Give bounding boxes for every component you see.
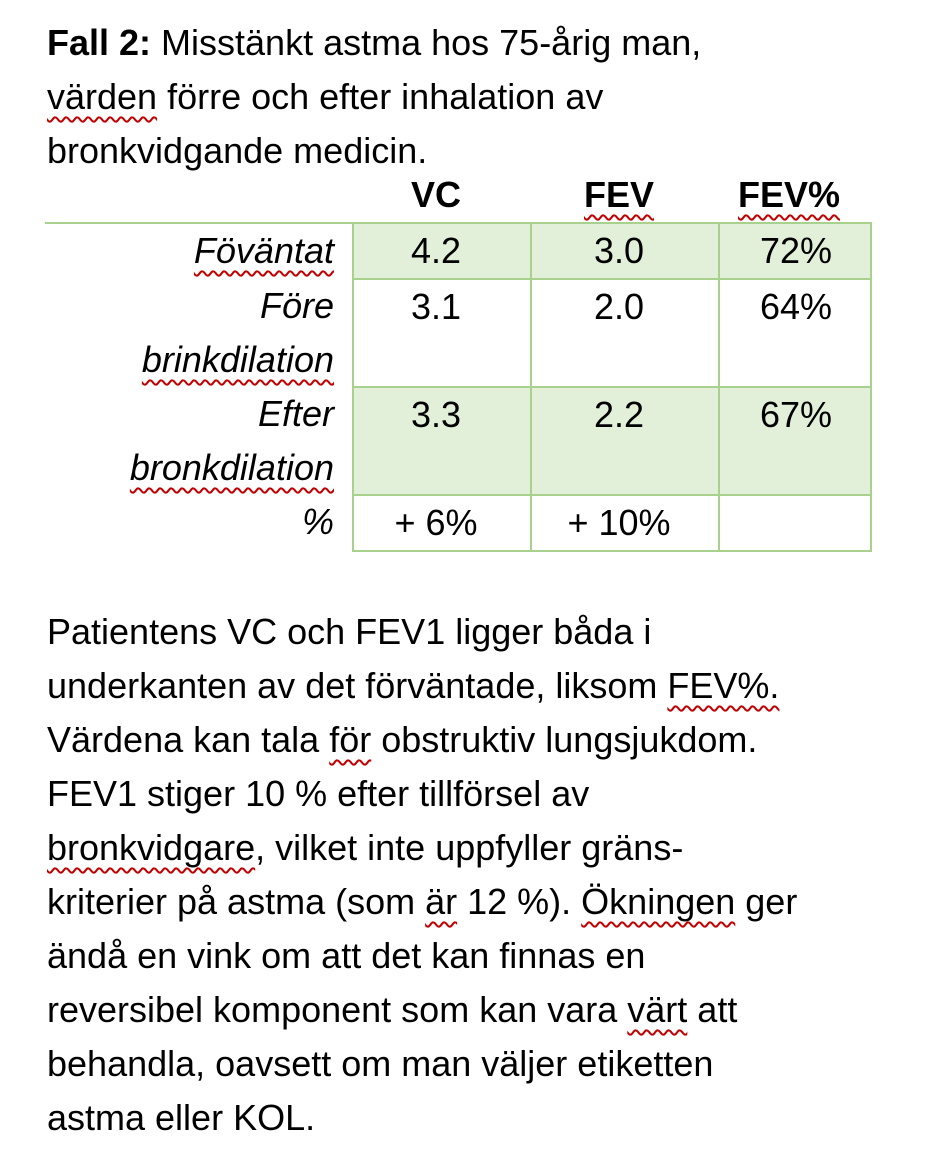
spellcheck-word: värt [627, 989, 688, 1030]
table-corner [45, 168, 353, 223]
table-row-expected [45, 223, 871, 279]
table-cell: 3.1 [353, 279, 531, 387]
table-cell: + 10% [531, 495, 719, 551]
heading-line-1: Misstänkt astma hos 75-årig man, [151, 22, 702, 63]
case-heading [47, 16, 887, 178]
row-label: Föväntat [45, 223, 353, 279]
table-cell: 3.0 [531, 223, 719, 279]
table-cell: 2.2 [531, 387, 719, 495]
spellcheck-word: värden [47, 76, 158, 117]
row-label: Före brinkdilation [45, 279, 353, 387]
table-cell: 72% [719, 223, 871, 279]
table-cell: 3.3 [353, 387, 531, 495]
table-cell: 64% [719, 279, 871, 387]
table-row-percent [45, 495, 871, 551]
table-cell: 67% [719, 387, 871, 495]
table-cell: + 6% [353, 495, 531, 551]
heading-line-3: bronkvidgande medicin. [47, 130, 428, 171]
case-number: Fall 2: [47, 22, 152, 63]
table-cell: 4.2 [353, 223, 531, 279]
table-cell: 2.0 [531, 279, 719, 387]
interpretation-paragraph: Patientens VC och FEV1 ligger båda i underkanten av det förväntade, liksom FEV%. Värdena kan tala för obstruktiv lungsjukdom. FEV1 stiger 10 % efter tillförsel av bronkvidgare, vilket inte uppfyller gräns- kriterier på astma (som är 12 %). Ökningen ger ändå en vink om att det kan finnas en reversibel komponent som kan vara värt att behandla, oavsett om man väljer etiketten astma eller KOL. [47, 611, 798, 1138]
spellcheck-word: bronkvidgare [47, 827, 256, 868]
table-header-row [45, 168, 871, 223]
row-label: % [45, 495, 353, 551]
spirometry-table [45, 168, 872, 552]
heading-line-2: förre och efter inhalation av [157, 76, 604, 117]
spellcheck-word: Ökningen [581, 881, 736, 922]
table-row-after [45, 387, 871, 495]
column-header-vc: VC [410, 174, 461, 215]
column-header-fev: FEV [583, 174, 654, 215]
column-header-fev-percent: FEV% [737, 174, 841, 215]
table-cell [719, 495, 871, 551]
spellcheck-word: FEV%. [667, 665, 780, 706]
spellcheck-word: för [329, 719, 372, 760]
row-label: Efter bronkdilation [45, 387, 353, 495]
table-row-before [45, 279, 871, 387]
spellcheck-word: är [425, 881, 458, 922]
